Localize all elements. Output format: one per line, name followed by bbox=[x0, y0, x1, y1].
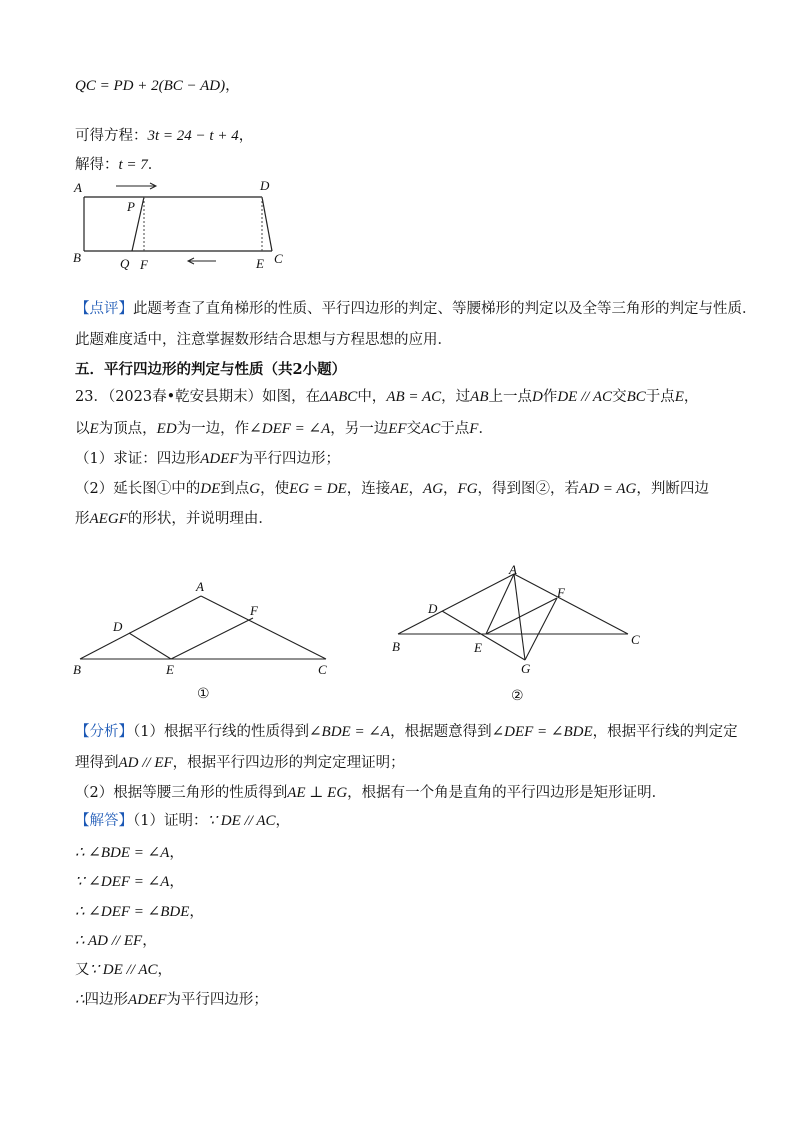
fig1-label-C: C bbox=[318, 662, 327, 677]
fig2-label-E: E bbox=[474, 640, 482, 655]
fig-top-label-D: D bbox=[260, 178, 270, 193]
fig1-label-B: B bbox=[73, 662, 81, 677]
answer-line-7: ∴四边形ADEF为平行四边形； bbox=[75, 992, 268, 1008]
answer-tag: 【解答】 bbox=[75, 813, 133, 829]
fig1-label-E: E bbox=[166, 662, 174, 677]
answer-line-5: ∴ AD // EF， bbox=[75, 933, 157, 949]
fig-top-label-Q: Q bbox=[120, 256, 130, 271]
analysis-line-3: （2）根据等腰三角形的性质得到AE ⊥ EG，根据有一个角是直角的平行四边形是矩形证明． bbox=[75, 785, 667, 801]
review-line-1: 【点评】此题考查了直角梯形的性质、平行四边形的判定、等腰梯形的判定以及全等三角形的判定与性质． bbox=[75, 301, 757, 317]
figure-1-caption: ① bbox=[197, 686, 210, 702]
analysis-line-2: 理得到AD // EF，根据平行四边形的判定定理证明； bbox=[75, 755, 405, 771]
fig1-label-F: F bbox=[250, 603, 258, 618]
fig-top-label-B: B bbox=[73, 250, 81, 265]
equation-qc: QC = PD + 2(BC − AD)， bbox=[75, 78, 240, 94]
answer-line-3: ∵ ∠DEF = ∠A， bbox=[75, 874, 184, 890]
problem-question-2-cont: 形AEGF的形状，并说明理由． bbox=[75, 511, 273, 527]
answer-line-4: ∴ ∠DEF = ∠BDE， bbox=[75, 904, 204, 920]
fig2-label-G: G bbox=[521, 661, 531, 676]
figure-2 bbox=[390, 560, 650, 685]
solution-line: 解得：t = 7． bbox=[75, 157, 163, 173]
section-title: 五．平行四边形的判定与性质（共2小题） bbox=[75, 361, 347, 378]
fig-top-label-F: F bbox=[140, 257, 148, 272]
answer-line-1: 【解答】（1）证明：∵ DE // AC， bbox=[75, 813, 291, 829]
answer-line-6: 又∵ DE // AC， bbox=[75, 962, 173, 978]
fig1-label-A: A bbox=[196, 579, 204, 594]
trapezoid-figure bbox=[70, 178, 300, 273]
analysis-tag: 【分析】 bbox=[75, 724, 133, 740]
equation-line: 可得方程：3t = 24 − t + 4， bbox=[75, 128, 254, 144]
fig2-label-B: B bbox=[392, 639, 400, 654]
problem-question-2: （2）延长图①中的DE到点G，使EG = DE，连接AE，AG，FG，得到图②，若AD = AG，判断四边 bbox=[75, 481, 709, 497]
problem-line-2: 以E为顶点，ED为一边，作∠DEF = ∠A，另一边EF交AC于点F． bbox=[75, 421, 493, 437]
fig-top-label-C: C bbox=[274, 251, 283, 266]
fig-top-label-E: E bbox=[256, 256, 264, 271]
review-line-2: 此题难度适中，注意掌握数形结合思想与方程思想的应用． bbox=[75, 332, 452, 348]
fig2-label-A: A bbox=[509, 562, 517, 577]
fig-top-label-P: P bbox=[127, 199, 135, 214]
fig2-label-C: C bbox=[631, 632, 640, 647]
figure-1 bbox=[68, 575, 338, 685]
analysis-line-1: 【分析】（1）根据平行线的性质得到∠BDE = ∠A，根据题意得到∠DEF = ∠BDE，根据平行线的判定定 bbox=[75, 724, 738, 740]
review-tag: 【点评】 bbox=[75, 301, 133, 317]
fig2-label-F: F bbox=[557, 585, 565, 600]
figure-2-caption: ② bbox=[511, 688, 524, 704]
fig2-label-D: D bbox=[428, 601, 438, 616]
problem-line-1: 23．（2023春•乾安县期末）如图，在ΔABC中，AB = AC，过AB上一点D作DE // AC交BC于点E， bbox=[75, 389, 699, 405]
answer-line-2: ∴ ∠BDE = ∠A， bbox=[75, 845, 184, 861]
fig-top-label-A: A bbox=[74, 180, 82, 195]
fig1-label-D: D bbox=[113, 619, 123, 634]
problem-question-1: （1）求证：四边形ADEF为平行四边形； bbox=[75, 451, 341, 467]
